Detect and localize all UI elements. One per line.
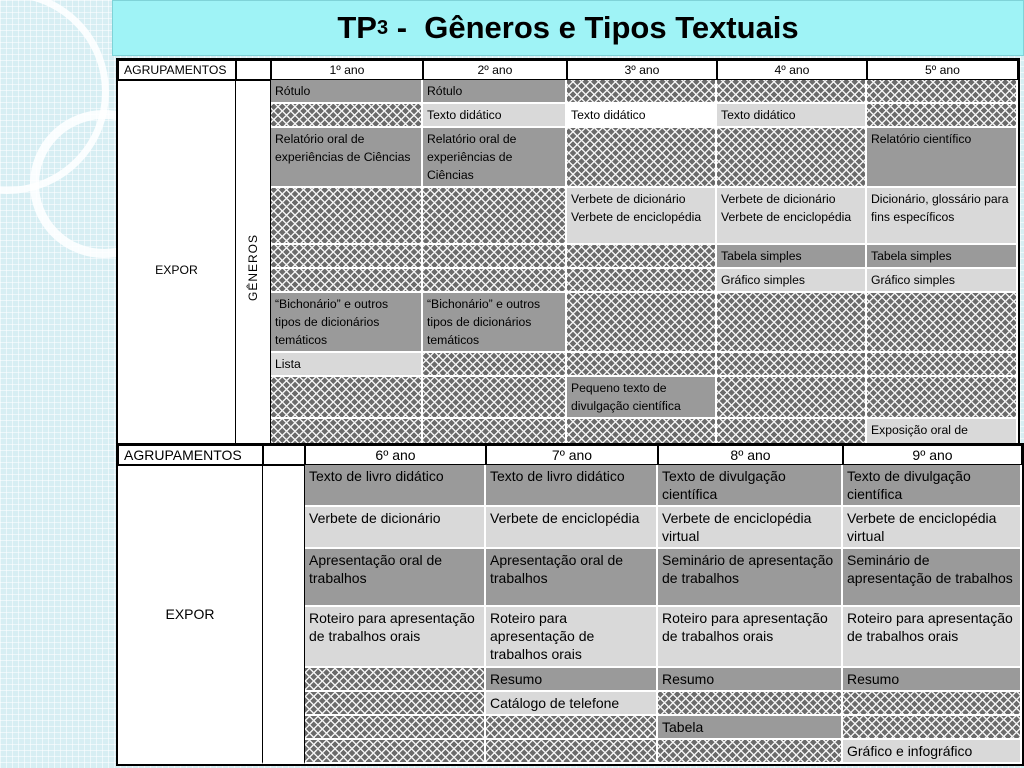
group-label: EXPOR: [118, 465, 263, 764]
genre-cell: [843, 716, 1022, 740]
genre-cell: “Bichonário” e outros tipos de dicionários temáticos: [271, 293, 423, 353]
title-rest: - Gêneros e Tipos Textuais: [388, 10, 799, 45]
table-row: [118, 80, 1018, 104]
genre-cell: Verbete de dicionário: [305, 507, 486, 549]
header-row: [118, 445, 1022, 465]
genre-cell: Dicionário, glossário para fins específicos: [867, 188, 1018, 245]
genre-cell: Resumo: [843, 668, 1022, 692]
genre-cell: Verbete de enciclopédia: [486, 507, 658, 549]
genre-cell: Relatório científico: [867, 128, 1018, 188]
genre-cell: [567, 128, 717, 188]
genres-table-1-to-5: [116, 58, 1020, 463]
genre-cell: Roteiro para apresentação de trabalhos orais: [658, 607, 843, 667]
genre-cell: Texto didático: [717, 104, 867, 128]
genre-cell: Lista: [271, 353, 423, 377]
genre-cell: [717, 293, 867, 353]
genre-cell: [867, 293, 1018, 353]
genre-cell: Resumo: [658, 668, 843, 692]
genre-cell: Roteiro para apresentação de trabalhos orais: [305, 607, 486, 667]
genre-cell: [423, 245, 567, 269]
genre-cell: Apresentação oral de trabalhos: [486, 549, 658, 607]
genre-cell: Rótulo: [423, 80, 567, 104]
genre-cell: [717, 353, 867, 377]
header-year: 5º ano: [867, 60, 1018, 80]
genre-cell: [271, 188, 423, 245]
header-blank: [263, 445, 305, 465]
header-agrupamentos: AGRUPAMENTOS: [118, 445, 263, 465]
genre-cell: Apresentação oral de trabalhos: [305, 549, 486, 607]
genre-cell: [867, 80, 1018, 104]
genre-cell: [271, 269, 423, 293]
genre-cell: Texto de livro didático: [486, 465, 658, 507]
genre-cell: [305, 716, 486, 740]
genre-cell: Relatório oral de experiências de Ciências: [423, 128, 567, 188]
genre-cell: Roteiro para apresentação de trabalhos orais: [486, 607, 658, 667]
genre-cell: [271, 104, 423, 128]
genre-cell: [567, 80, 717, 104]
genre-cell: Gráfico e infográfico: [843, 740, 1022, 764]
header-row: [118, 60, 1018, 80]
genre-cell: [423, 269, 567, 293]
genre-cell: [486, 716, 658, 740]
title-subscript: 3: [376, 16, 389, 39]
slide-title: [112, 0, 1024, 56]
genre-cell: Gráfico simples: [717, 269, 867, 293]
header-year: 7º ano: [486, 445, 658, 465]
genre-cell: [658, 740, 843, 764]
genre-cell: Tabela: [658, 716, 843, 740]
genre-cell: [717, 128, 867, 188]
genre-cell: [717, 377, 867, 419]
genre-cell: Texto didático: [423, 104, 567, 128]
side-label-cell: [236, 80, 271, 461]
genre-cell: [486, 740, 658, 764]
genre-cell: Texto de divulgação científica: [658, 465, 843, 507]
genre-cell: Verbete de dicionário Verbete de enciclopédia: [717, 188, 867, 245]
genre-cell: Tabela simples: [717, 245, 867, 269]
genre-cell: Relatório oral de experiências de Ciências: [271, 128, 423, 188]
genre-cell: Pequeno texto de divulgação científica: [567, 377, 717, 419]
header-year: 8º ano: [658, 445, 843, 465]
genre-cell: [271, 377, 423, 419]
genre-cell: [423, 377, 567, 419]
genre-cell: [305, 692, 486, 716]
genre-cell: Rótulo: [271, 80, 423, 104]
genre-cell: Resumo: [486, 668, 658, 692]
genre-cell: Seminário de apresentação de trabalhos: [658, 549, 843, 607]
genre-cell: Catálogo de telefone: [486, 692, 658, 716]
genre-cell: [423, 188, 567, 245]
genre-cell: [867, 353, 1018, 377]
genre-cell: Roteiro para apresentação de trabalhos orais: [843, 607, 1022, 667]
genre-cell: [567, 353, 717, 377]
genre-cell: Seminário de apresentação de trabalhos: [843, 549, 1022, 607]
genre-cell: Exposição oral de: [867, 419, 1018, 461]
header-year: 1º ano: [271, 60, 423, 80]
header-year: 4º ano: [717, 60, 867, 80]
genre-cell: Verbete de enciclopédia virtual: [843, 507, 1022, 549]
genre-cell: Tabela simples: [867, 245, 1018, 269]
header-year: 6º ano: [305, 445, 486, 465]
group-label: EXPOR: [118, 80, 236, 461]
genre-cell: [305, 668, 486, 692]
genre-cell: Gráfico simples: [867, 269, 1018, 293]
header-blank: [236, 60, 271, 80]
genre-cell: [271, 245, 423, 269]
side-label: GÊNEROS: [246, 233, 260, 301]
header-agrupamentos: AGRUPAMENTOS: [118, 60, 236, 80]
genre-cell: [567, 293, 717, 353]
genre-cell: Texto de divulgação científica: [843, 465, 1022, 507]
genre-cell: [423, 353, 567, 377]
genre-cell: Texto de livro didático: [305, 465, 486, 507]
genre-cell: Texto didático: [567, 104, 717, 128]
genre-cell: [567, 245, 717, 269]
header-year: 2º ano: [423, 60, 567, 80]
genre-cell: [658, 692, 843, 716]
genre-cell: [717, 80, 867, 104]
title-main: TP: [337, 10, 377, 45]
genre-cell: [843, 692, 1022, 716]
genre-cell: “Bichonário” e outros tipos de dicionários temáticos: [423, 293, 567, 353]
genre-cell: [867, 377, 1018, 419]
header-year: 9º ano: [843, 445, 1022, 465]
genre-cell: [867, 104, 1018, 128]
header-year: 3º ano: [567, 60, 717, 80]
genres-table-6-to-9: [116, 443, 1024, 766]
genre-cell: [567, 269, 717, 293]
genre-cell: [305, 740, 486, 764]
table-row: [118, 465, 1022, 507]
side-label-cell: [263, 465, 305, 764]
genre-cell: Verbete de enciclopédia virtual: [658, 507, 843, 549]
genre-cell: Verbete de dicionário Verbete de enciclopédia: [567, 188, 717, 245]
